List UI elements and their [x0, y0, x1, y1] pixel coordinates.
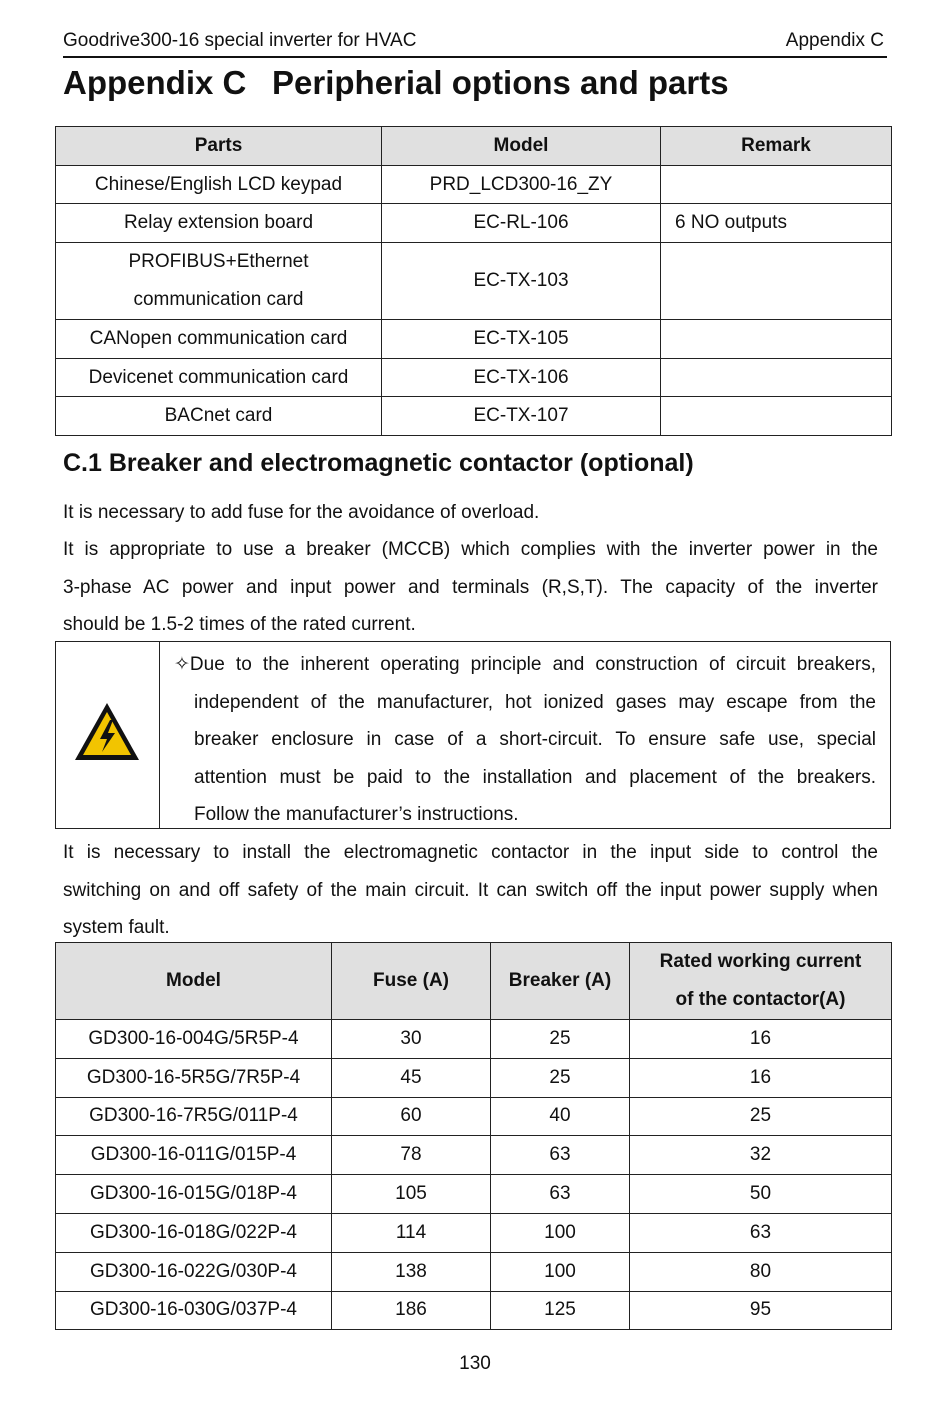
column-header-line: of the contactor(A) — [675, 989, 846, 1010]
breaker-cell: 100 — [491, 1252, 630, 1291]
fuse-cell: 45 — [332, 1058, 491, 1097]
paragraph-breaker — [63, 531, 878, 644]
model-cell: GD300-16-030G/037P-4 — [56, 1291, 332, 1330]
table-header-row — [56, 127, 892, 166]
page-header — [63, 30, 887, 58]
remark-cell — [661, 243, 892, 320]
model-cell: EC-TX-103 — [382, 243, 661, 320]
table-row — [56, 358, 892, 397]
part-cell-line: PROFIBUS+Ethernet — [128, 251, 309, 273]
paragraph-line: It is necessary to install the electromagnetic contactor in the input side to control the — [63, 842, 878, 863]
fuse-cell: 30 — [332, 1020, 491, 1059]
paragraph-line: should be 1.5-2 times of the rated current. — [63, 614, 416, 635]
fuse-cell: 105 — [332, 1175, 491, 1214]
paragraph-fuse: It is necessary to add fuse for the avoidance of overload. — [63, 502, 540, 523]
table-row — [56, 1058, 892, 1097]
column-header-breaker: Breaker (A) — [491, 943, 630, 1020]
model-cell: GD300-16-7R5G/011P-4 — [56, 1097, 332, 1136]
breaker-cell: 63 — [491, 1136, 630, 1175]
remark-cell — [661, 358, 892, 397]
remark-cell — [661, 165, 892, 204]
table-row — [56, 1020, 892, 1059]
table-row — [56, 320, 892, 359]
part-cell: BACnet card — [56, 397, 382, 436]
remark-cell — [661, 397, 892, 436]
paragraph-line: system fault. — [63, 917, 170, 938]
page-title: Appendix C Peripherial options and parts — [63, 64, 729, 101]
contactor-cell: 25 — [630, 1097, 892, 1136]
part-cell: Chinese/English LCD keypad — [56, 165, 382, 204]
table-row — [56, 1097, 892, 1136]
header-doc-title: Goodrive300-16 special inverter for HVAC — [63, 30, 417, 51]
fuse-cell: 138 — [332, 1252, 491, 1291]
column-header-model: Model — [56, 943, 332, 1020]
contactor-cell: 63 — [630, 1213, 892, 1252]
column-header-parts: Parts — [56, 127, 382, 166]
fuse-cell: 60 — [332, 1097, 491, 1136]
model-cell: EC-RL-106 — [382, 204, 661, 243]
table-row — [56, 1136, 892, 1175]
column-header-line: Rated working current — [659, 951, 862, 972]
column-header-contactor — [630, 943, 892, 1020]
warning-line: breaker enclosure in case of a short-circuit. To ensure safe use, special — [194, 729, 876, 750]
part-cell-line: communication card — [133, 289, 304, 311]
paragraph-contactor — [63, 834, 878, 947]
model-cell: GD300-16-018G/022P-4 — [56, 1213, 332, 1252]
part-cell: Devicenet communication card — [56, 358, 382, 397]
table-row — [56, 1291, 892, 1330]
warning-line: Follow the manufacturer’s instructions. — [194, 804, 519, 825]
breaker-cell: 25 — [491, 1058, 630, 1097]
column-header-model: Model — [382, 127, 661, 166]
breaker-cell: 100 — [491, 1213, 630, 1252]
model-cell: EC-TX-106 — [382, 358, 661, 397]
warning-box — [55, 641, 891, 829]
warning-line: attention must be paid to the installation and placement of the breakers. — [194, 766, 876, 788]
warning-line: ✧Due to the inherent operating principle and construction of circuit breakers, — [174, 654, 876, 675]
contactor-cell: 80 — [630, 1252, 892, 1291]
fuse-cell: 114 — [332, 1213, 491, 1252]
warning-line: independent of the manufacturer, hot ionized gases may escape from the — [194, 691, 876, 713]
breaker-cell: 125 — [491, 1291, 630, 1330]
column-header-fuse: Fuse (A) — [332, 943, 491, 1020]
part-cell: Relay extension board — [56, 204, 382, 243]
warning-icon-cell — [56, 642, 160, 828]
header-section: Appendix C — [785, 30, 884, 51]
warning-text — [174, 646, 876, 834]
part-cell: CANopen communication card — [56, 320, 382, 359]
paragraph-line: It is appropriate to use a breaker (MCCB) which complies with the inverter power in the — [63, 539, 878, 560]
contactor-cell: 32 — [630, 1136, 892, 1175]
remark-cell: 6 NO outputs — [661, 204, 892, 243]
model-cell: EC-TX-105 — [382, 320, 661, 359]
contactor-cell: 50 — [630, 1175, 892, 1214]
table-row — [56, 165, 892, 204]
breaker-cell: 63 — [491, 1175, 630, 1214]
section-title: C.1 Breaker and electromagnetic contactor (optional) — [63, 449, 694, 477]
table-row — [56, 243, 892, 320]
contactor-cell: 95 — [630, 1291, 892, 1330]
contactor-cell: 16 — [630, 1020, 892, 1059]
model-cell: EC-TX-107 — [382, 397, 661, 436]
model-cell: GD300-16-011G/015P-4 — [56, 1136, 332, 1175]
page-number: 130 — [459, 1353, 491, 1374]
contactor-cell: 16 — [630, 1058, 892, 1097]
column-header-remark: Remark — [661, 127, 892, 166]
paragraph-line: switching on and off safety of the main circuit. It can switch off the input power supply when — [63, 879, 878, 901]
fuse-cell: 78 — [332, 1136, 491, 1175]
model-table — [55, 942, 892, 1330]
model-cell: GD300-16-015G/018P-4 — [56, 1175, 332, 1214]
model-cell: GD300-16-5R5G/7R5P-4 — [56, 1058, 332, 1097]
model-cell: PRD_LCD300-16_ZY — [382, 165, 661, 204]
breaker-cell: 25 — [491, 1020, 630, 1059]
table-row — [56, 397, 892, 436]
paragraph-line: 3-phase AC power and input power and terminals (R,S,T). The capacity of the inverter — [63, 576, 878, 598]
table-header-row — [56, 943, 892, 1020]
remark-cell — [661, 320, 892, 359]
model-cell: GD300-16-022G/030P-4 — [56, 1252, 332, 1291]
part-cell — [56, 243, 382, 320]
table-row — [56, 204, 892, 243]
high-voltage-warning-icon — [73, 701, 141, 763]
parts-table — [55, 126, 892, 436]
breaker-cell: 40 — [491, 1097, 630, 1136]
table-row — [56, 1175, 892, 1214]
table-row — [56, 1252, 892, 1291]
model-cell: GD300-16-004G/5R5P-4 — [56, 1020, 332, 1059]
table-row — [56, 1213, 892, 1252]
fuse-cell: 186 — [332, 1291, 491, 1330]
